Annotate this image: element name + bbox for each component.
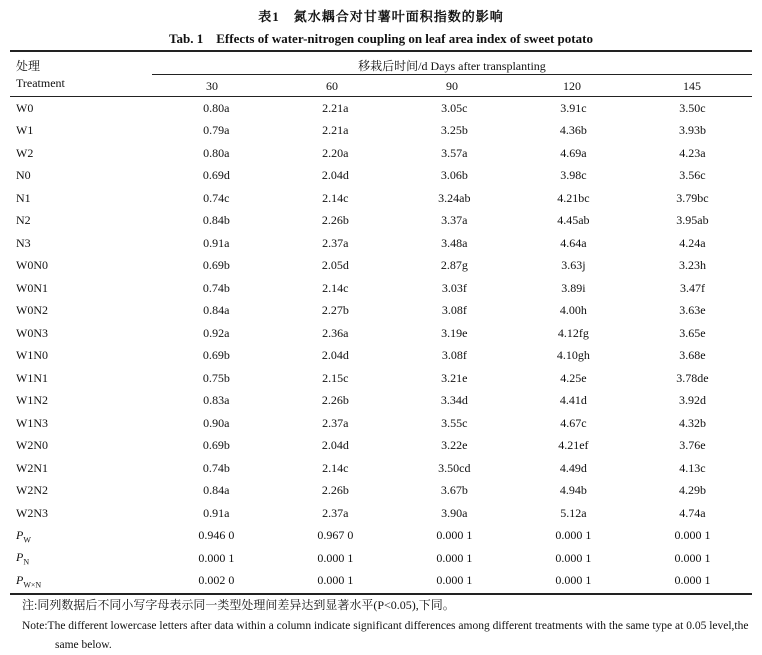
p-value-cell: 0.000 1	[317, 550, 354, 565]
cell-value: 2.20a	[322, 145, 349, 160]
cell-value: 2.14c	[322, 460, 349, 475]
cell-value: 3.92d	[678, 393, 706, 408]
row-label: N0	[16, 168, 31, 183]
row-label: W1N3	[16, 415, 48, 430]
bottom-rule	[10, 593, 752, 595]
cell-value: 0.69d	[202, 168, 230, 183]
cell-value: 4.23a	[679, 145, 706, 160]
row-label: W2N3	[16, 505, 48, 520]
cell-value: 4.94b	[559, 483, 587, 498]
p-value-cell: 0.000 1	[555, 550, 592, 565]
cell-value: 4.12fg	[557, 325, 589, 340]
cell-value: 4.10gh	[556, 348, 590, 363]
cell-value: 2.04d	[321, 348, 349, 363]
column-header-60: 60	[326, 79, 338, 93]
p-value-cell: 0.000 1	[555, 528, 592, 543]
row-label: W1	[16, 123, 34, 138]
cell-value: 4.41d	[559, 393, 587, 408]
row-label: W1N2	[16, 393, 48, 408]
cell-value: 3.57a	[441, 145, 468, 160]
table-row	[10, 412, 752, 435]
cell-value: 3.05c	[441, 100, 468, 115]
cell-value: 2.21a	[322, 100, 349, 115]
p-value-cell: 0.000 1	[436, 528, 473, 543]
cell-value: 3.24ab	[438, 190, 471, 205]
p-value-cell: 0.000 1	[555, 573, 592, 588]
cell-value: 2.04d	[321, 168, 349, 183]
leaf-area-index-table	[10, 97, 752, 592]
p-symbol: P	[16, 527, 24, 542]
treatment-header	[16, 58, 65, 92]
cell-value: 4.24a	[679, 235, 706, 250]
cell-value: 4.67c	[560, 415, 587, 430]
cell-value: 0.84a	[203, 303, 230, 318]
cell-value: 0.84a	[203, 483, 230, 498]
cell-value: 2.37a	[322, 505, 349, 520]
table-row	[10, 142, 752, 165]
cell-value: 2.14c	[322, 280, 349, 295]
cell-value: 3.03f	[441, 280, 467, 295]
cell-value: 3.56c	[679, 168, 706, 183]
cell-value: 0.92a	[203, 325, 230, 340]
cell-value: 4.00h	[559, 303, 587, 318]
row-label: W2N0	[16, 438, 48, 453]
cell-value: 3.89i	[561, 280, 586, 295]
p-subscript: W	[23, 534, 31, 544]
p-value-row	[10, 570, 752, 593]
cell-value: 4.45ab	[557, 213, 590, 228]
cell-value: 3.08f	[441, 348, 467, 363]
cell-value: 0.74b	[202, 460, 230, 475]
p-value-cell: 0.000 1	[436, 550, 473, 565]
treatment-header-cn: 处理	[16, 59, 41, 73]
table-title-chinese: 表1 氮水耦合对甘薯叶面积指数的影响	[258, 9, 504, 24]
cell-value: 3.48a	[441, 235, 468, 250]
cell-value: 0.80a	[203, 145, 230, 160]
footnote-english: Note:The different lowercase letters after data within a column indicate significant differences among different treatments with the same type at 0.05 level,the same below.	[22, 620, 749, 651]
cell-value: 0.90a	[203, 415, 230, 430]
cell-value: 3.65e	[679, 325, 706, 340]
p-value-row	[10, 547, 752, 570]
cell-value: 4.29b	[678, 483, 706, 498]
p-value-cell: 0.000 1	[674, 528, 711, 543]
row-label: W2N2	[16, 483, 48, 498]
cell-value: 2.36a	[322, 325, 349, 340]
cell-value: 4.21ef	[558, 438, 589, 453]
p-value-label	[10, 570, 157, 593]
days-after-transplanting-header: 移栽后时间/d Days after transplanting	[358, 59, 546, 73]
cell-value: 4.64a	[560, 235, 587, 250]
cell-value: 3.23h	[678, 258, 706, 273]
cell-value: 4.49d	[559, 460, 587, 475]
table-row	[10, 120, 752, 143]
p-value-cell: 0.000 1	[317, 573, 354, 588]
cell-value: 0.91a	[203, 235, 230, 250]
p-value-cell: 0.000 1	[674, 573, 711, 588]
table-title-english: Tab. 1 Effects of water-nitrogen coupling on leaf area index of sweet potato	[169, 31, 593, 46]
cell-value: 4.32b	[678, 415, 706, 430]
p-value-cell: 0.967 0	[317, 528, 354, 543]
cell-value: 3.76e	[679, 438, 706, 453]
row-label: W2	[16, 145, 34, 160]
cell-value: 3.90a	[441, 505, 468, 520]
table-row	[10, 277, 752, 300]
p-value-cell: 0.000 1	[436, 573, 473, 588]
row-label: N2	[16, 213, 31, 228]
cell-value: 2.37a	[322, 235, 349, 250]
cell-value: 0.69b	[202, 438, 230, 453]
cell-value: 3.21e	[441, 370, 468, 385]
cell-value: 3.95ab	[676, 213, 709, 228]
cell-value: 2.26b	[321, 483, 349, 498]
p-value-label	[10, 525, 157, 548]
table-row	[10, 232, 752, 255]
p-value-cell: 0.946 0	[198, 528, 235, 543]
cell-value: 4.13c	[679, 460, 706, 475]
cell-value: 0.80a	[203, 100, 230, 115]
cell-value: 3.91c	[560, 100, 587, 115]
cell-value: 2.26b	[321, 213, 349, 228]
cell-value: 0.91a	[203, 505, 230, 520]
table-row	[10, 255, 752, 278]
p-symbol: P	[16, 572, 24, 587]
cell-value: 4.36b	[559, 123, 587, 138]
cell-value: 0.69b	[202, 258, 230, 273]
table-row	[10, 97, 752, 120]
table-row	[10, 322, 752, 345]
cell-value: 3.78de	[676, 370, 709, 385]
cell-value: 4.21bc	[557, 190, 590, 205]
p-symbol: P	[16, 550, 24, 565]
treatment-header-en: Treatment	[16, 76, 65, 90]
p-value-cell: 0.000 1	[674, 550, 711, 565]
cell-value: 3.50c	[679, 100, 706, 115]
row-label: W0N0	[16, 258, 48, 273]
cell-value: 4.69a	[560, 145, 587, 160]
cell-value: 4.74a	[679, 505, 706, 520]
row-label: W1N0	[16, 348, 48, 363]
table-row	[10, 165, 752, 188]
footnote-chinese: 注:同列数据后不同小写字母表示同一类型处理间差异达到显著水平(P<0.05),下同。	[22, 598, 455, 612]
cell-value: 3.22e	[441, 438, 468, 453]
cell-value: 2.87g	[440, 258, 468, 273]
cell-value: 3.68e	[679, 348, 706, 363]
cell-value: 3.08f	[441, 303, 467, 318]
row-label: W0N3	[16, 325, 48, 340]
cell-value: 3.34d	[440, 393, 468, 408]
row-label: W0N2	[16, 303, 48, 318]
table-row	[10, 502, 752, 525]
table-row	[10, 435, 752, 458]
cell-value: 2.14c	[322, 190, 349, 205]
p-value-cell: 0.000 1	[198, 550, 235, 565]
table-row	[10, 390, 752, 413]
table-row	[10, 345, 752, 368]
row-label: W0	[16, 100, 34, 115]
row-label: N3	[16, 235, 31, 250]
table-row	[10, 457, 752, 480]
cell-value: 2.05d	[321, 258, 349, 273]
cell-value: 5.12a	[560, 505, 587, 520]
column-header-30: 30	[206, 79, 218, 93]
p-value-label	[10, 547, 157, 570]
cell-value: 3.25b	[440, 123, 468, 138]
cell-value: 3.55c	[441, 415, 468, 430]
cell-value: 3.63j	[561, 258, 586, 273]
cell-value: 2.37a	[322, 415, 349, 430]
cell-value: 0.75b	[202, 370, 230, 385]
table-row	[10, 210, 752, 233]
column-header-145: 145	[683, 79, 701, 93]
cell-value: 0.74b	[202, 280, 230, 295]
cell-value: 3.37a	[441, 213, 468, 228]
cell-value: 0.83a	[203, 393, 230, 408]
cell-value: 3.06b	[440, 168, 468, 183]
cell-value: 2.26b	[321, 393, 349, 408]
cell-value: 3.47f	[679, 280, 705, 295]
row-label: W0N1	[16, 280, 48, 295]
column-header-120: 120	[563, 79, 581, 93]
cell-value: 3.67b	[440, 483, 468, 498]
cell-value: 2.21a	[322, 123, 349, 138]
cell-value: 2.27b	[321, 303, 349, 318]
cell-value: 0.74c	[203, 190, 230, 205]
p-value-row	[10, 525, 752, 548]
cell-value: 0.69b	[202, 348, 230, 363]
p-subscript: W×N	[23, 579, 42, 589]
cell-value: 3.98c	[560, 168, 587, 183]
cell-value: 0.79a	[203, 123, 230, 138]
p-value-cell: 0.002 0	[198, 573, 235, 588]
row-label: W1N1	[16, 370, 48, 385]
cell-value: 3.50cd	[438, 460, 471, 475]
table-row	[10, 300, 752, 323]
top-rule	[10, 50, 752, 52]
table-row	[10, 187, 752, 210]
column-header-90: 90	[446, 79, 458, 93]
cell-value: 3.19e	[441, 325, 468, 340]
cell-value: 3.79bc	[676, 190, 709, 205]
table-row	[10, 367, 752, 390]
table-row	[10, 480, 752, 503]
cell-value: 4.25e	[560, 370, 587, 385]
cell-value: 2.04d	[321, 438, 349, 453]
cell-value: 3.63e	[679, 303, 706, 318]
cell-value: 2.15c	[322, 370, 349, 385]
cell-value: 3.93b	[678, 123, 706, 138]
row-label: N1	[16, 190, 31, 205]
p-subscript: N	[23, 557, 30, 567]
row-label: W2N1	[16, 460, 48, 475]
cell-value: 0.84b	[202, 213, 230, 228]
header-sub-rule	[152, 74, 752, 75]
